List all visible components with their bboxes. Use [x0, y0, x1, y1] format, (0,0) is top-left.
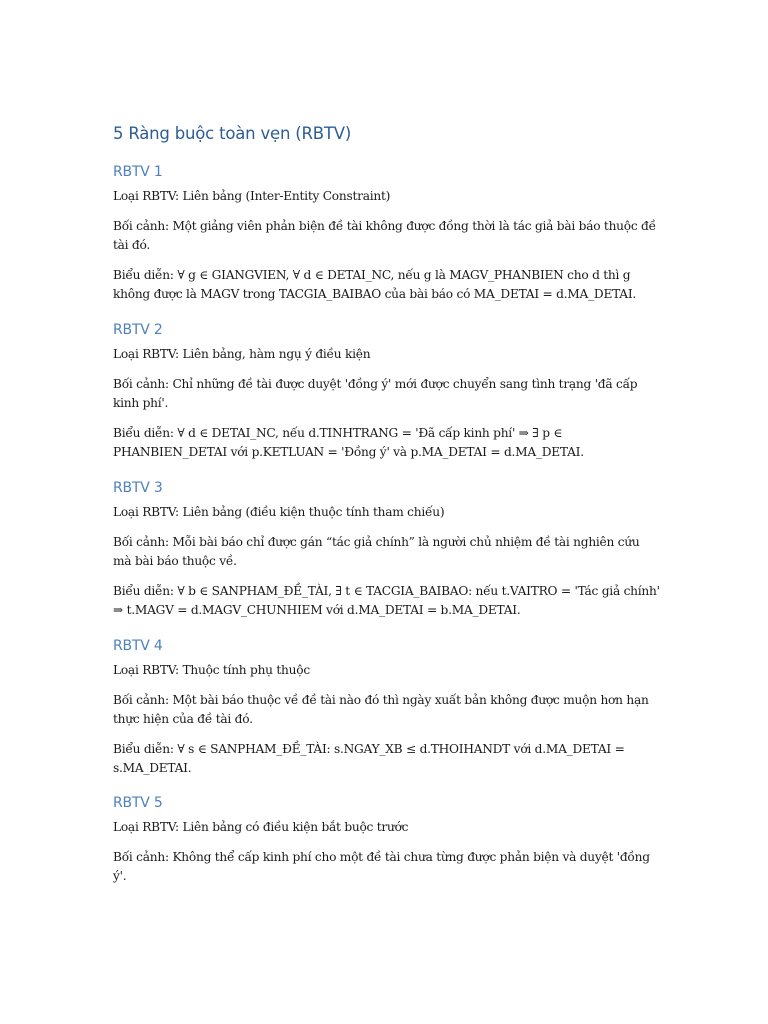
rbtv-expression: Biểu diễn: ∀ d ∈ DETAI_NC, nếu d.TINHTRANG = 'Đã cấp kinh phí' ⇒ ∃ p ∈ PHANBIEN_DETAI với p.KETLUAN = 'Đồng ý' và p.MA_DETAI = d.MA_DETAI.	[113, 425, 584, 459]
rbtv-context: Bối cảnh: Không thể cấp kinh phí cho một đề tài chưa từng được phản biện và duyệt 'đồng ý'.	[113, 849, 650, 883]
rbtv-type: Loại RBTV: Liên bảng (điều kiện thuộc tính tham chiếu)	[113, 505, 445, 519]
rbtv-title: RBTV 5	[113, 795, 163, 811]
rbtv-title: RBTV 2	[113, 322, 163, 338]
rbtv-context: Bối cảnh: Mỗi bài báo chỉ được gán “tác giả chính” là người chủ nhiệm đề tài nghiên cứu mà bài báo thuộc về.	[113, 534, 640, 568]
rbtv-section-5	[113, 794, 661, 897]
rbtv-context: Bối cảnh: Một bài báo thuộc về đề tài nào đó thì ngày xuất bản không được muộn hơn hạn thực hiện của đề tài đó.	[113, 692, 649, 726]
rbtv-expression: Biểu diễn: ∀ s ∈ SANPHAM_ĐỀ_TÀI: s.NGAY_XB ≤ d.THOIHANDT với d.MA_DETAI = s.MA_DETAI.	[113, 741, 625, 775]
rbtv-section-3	[113, 479, 661, 631]
rbtv-section-4	[113, 637, 661, 789]
rbtv-title: RBTV 4	[113, 638, 163, 654]
section-heading: 5 Ràng buộc toàn vẹn (RBTV)	[113, 124, 352, 143]
rbtv-title: RBTV 3	[113, 480, 163, 496]
rbtv-section-1	[113, 163, 661, 315]
rbtv-expression: Biểu diễn: ∀ b ∈ SANPHAM_ĐỀ_TÀI, ∃ t ∈ TACGIA_BAIBAO: nếu t.VAITRO = 'Tác giả chính' ⇒ t.MAGV = d.MAGV_CHUNHIEM với d.MA_DETAI = b.MA_DETAI.	[113, 583, 660, 617]
rbtv-section-2	[113, 321, 661, 473]
rbtv-type: Loại RBTV: Liên bảng (Inter-Entity Constraint)	[113, 189, 391, 203]
rbtv-context: Bối cảnh: Chỉ những đề tài được duyệt 'đồng ý' mới được chuyển sang tình trạng 'đã cấp kinh phí'.	[113, 376, 638, 410]
rbtv-expression: Biểu diễn: ∀ g ∈ GIANGVIEN, ∀ d ∈ DETAI_NC, nếu g là MAGV_PHANBIEN cho d thì g không được là MAGV trong TACGIA_BAIBAO của bài báo có MA_DETAI = d.MA_DETAI.	[113, 267, 637, 301]
rbtv-type: Loại RBTV: Thuộc tính phụ thuộc	[113, 663, 310, 677]
rbtv-type: Loại RBTV: Liên bảng có điều kiện bắt buộc trước	[113, 820, 409, 834]
rbtv-title: RBTV 1	[113, 164, 163, 180]
rbtv-context: Bối cảnh: Một giảng viên phản biện đề tài không được đồng thời là tác giả bài báo thuộc đề tài đó.	[113, 218, 656, 252]
rbtv-type: Loại RBTV: Liên bảng, hàm ngụ ý điều kiện	[113, 347, 371, 361]
